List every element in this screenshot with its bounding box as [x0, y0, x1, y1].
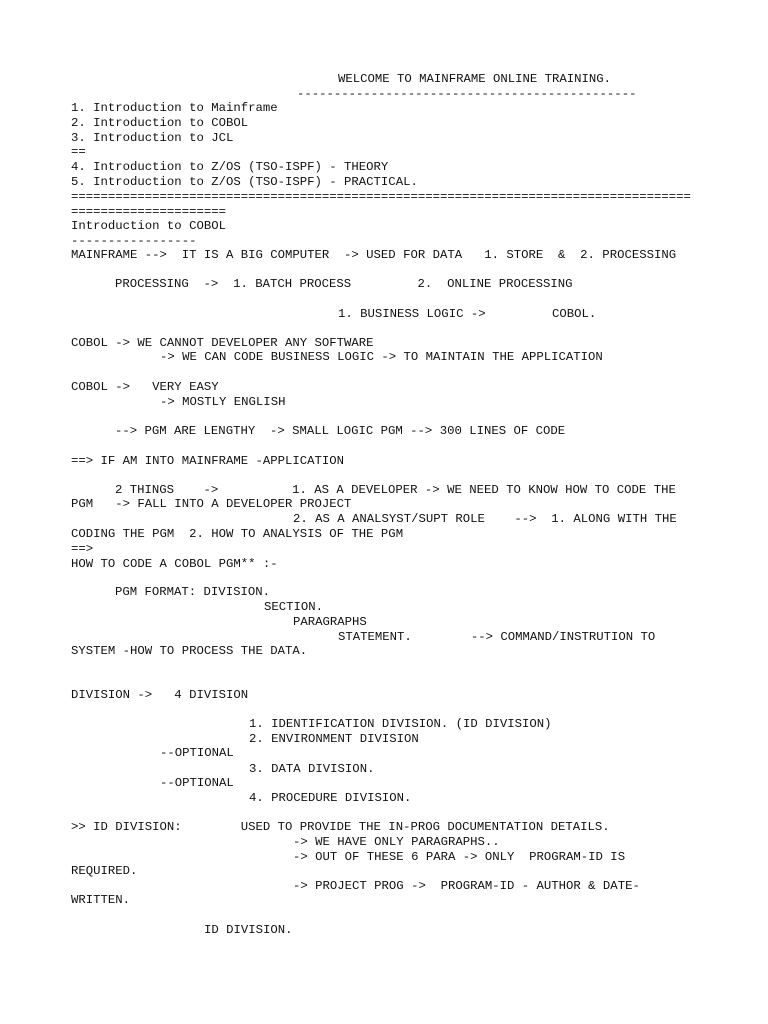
topic-item-1: 1. Introduction to Mainframe	[71, 101, 278, 115]
text-line: COBOL -> WE CANNOT DEVELOPER ANY SOFTWARE	[71, 336, 374, 350]
text-line: 1. IDENTIFICATION DIVISION. (ID DIVISION)	[249, 717, 552, 731]
text-line: ==> IF AM INTO MAINFRAME -APPLICATION	[71, 454, 345, 468]
text-line: 2 THINGS -> 1. AS A DEVELOPER -> WE NEED TO KNOW HOW TO CODE THE	[115, 483, 676, 497]
text-line: PROCESSING -> 1. BATCH PROCESS 2. ONLINE PROCESSING	[115, 277, 573, 291]
page-title: WELCOME TO MAINFRAME ONLINE TRAINING.	[338, 72, 612, 86]
text-line: REQUIRED.	[71, 864, 138, 878]
text-line: PGM FORMAT: DIVISION.	[115, 585, 270, 599]
text-line: --OPTIONAL	[160, 776, 234, 790]
text-line: SYSTEM -HOW TO PROCESS THE DATA.	[71, 644, 308, 658]
topic-item-2: 2. Introduction to COBOL	[71, 116, 249, 130]
text-line: -> WE CAN CODE BUSINESS LOGIC -> TO MAINTAIN THE APPLICATION	[160, 350, 603, 364]
text-line: 1. BUSINESS LOGIC -> COBOL.	[338, 307, 597, 321]
text-line: -> OUT OF THESE 6 PARA -> ONLY PROGRAM-ID IS	[293, 850, 626, 864]
text-line: ID DIVISION.	[204, 923, 293, 937]
topic-item-5: 5. Introduction to Z/OS (TSO-ISPF) - PRACTICAL.	[71, 175, 418, 189]
separator-short: ==	[71, 145, 86, 159]
text-line: >> ID DIVISION: USED TO PROVIDE THE IN-PROG DOCUMENTATION DETAILS.	[71, 820, 610, 834]
text-line: -> PROJECT PROG -> PROGRAM-ID - AUTHOR & DATE-	[293, 879, 640, 893]
text-line: DIVISION -> 4 DIVISION	[71, 688, 249, 702]
section-heading: Introduction to COBOL	[71, 219, 226, 233]
text-line: ==>	[71, 542, 94, 556]
separator-continued: =====================	[71, 205, 226, 219]
text-line: --OPTIONAL	[160, 746, 234, 760]
text-line: -> WE HAVE ONLY PARAGRAPHS..	[293, 835, 500, 849]
text-line: 3. DATA DIVISION.	[249, 762, 375, 776]
topic-item-4: 4. Introduction to Z/OS (TSO-ISPF) - THEORY	[71, 160, 389, 174]
text-line: -> MOSTLY ENGLISH	[160, 395, 286, 409]
text-line: 4. PROCEDURE DIVISION.	[249, 791, 412, 805]
text-line: CODING THE PGM 2. HOW TO ANALYSIS OF THE PGM	[71, 527, 404, 541]
section-underline: -----------------	[71, 234, 197, 248]
text-line: --> PGM ARE LENGTHY -> SMALL LOGIC PGM --> 300 LINES OF CODE	[115, 424, 566, 438]
text-line: STATEMENT. --> COMMAND/INSTRUTION TO	[338, 630, 656, 644]
text-line: WRITTEN.	[71, 893, 131, 907]
subheading: HOW TO CODE A COBOL PGM** :-	[71, 557, 278, 571]
text-line: COBOL -> VERY EASY	[71, 380, 219, 394]
text-line: MAINFRAME --> IT IS A BIG COMPUTER -> USED FOR DATA 1. STORE & 2. PROCESSING	[71, 248, 677, 262]
text-line: 2. ENVIRONMENT DIVISION	[249, 732, 419, 746]
separator-long: ====================================================================================	[71, 190, 691, 204]
title-underline: ----------------------------------------------	[297, 87, 637, 101]
text-line: SECTION.	[264, 600, 324, 614]
text-line: PARAGRAPHS	[293, 615, 367, 629]
text-line: 2. AS A ANALSYST/SUPT ROLE --> 1. ALONG WITH THE	[293, 512, 677, 526]
topic-item-3: 3. Introduction to JCL	[71, 131, 234, 145]
text-line: PGM -> FALL INTO A DEVELOPER PROJECT	[71, 497, 352, 511]
